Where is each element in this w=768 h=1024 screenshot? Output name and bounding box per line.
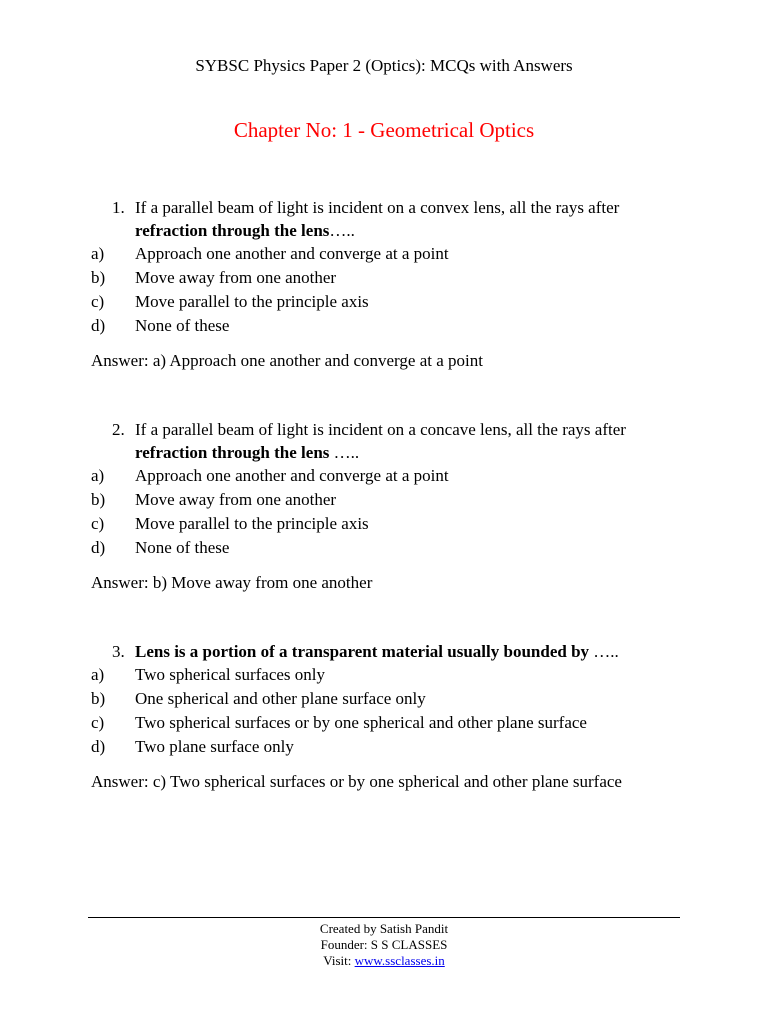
option-text: Two plane surface only <box>135 737 294 756</box>
footer-divider <box>88 917 680 918</box>
option-letter: b) <box>91 490 106 509</box>
question-line <box>135 219 711 242</box>
option-text: Move away from one another <box>135 490 337 509</box>
question-number: 2. <box>112 420 125 439</box>
option-text: None of these <box>135 316 230 335</box>
option-a <box>91 464 711 488</box>
option-letter: d) <box>91 316 106 335</box>
answer-3: Answer: c) Two spherical surfaces or by one spherical and other plane surface <box>91 772 622 791</box>
page-footer <box>0 921 768 969</box>
question-stem <box>91 640 711 663</box>
option-b <box>91 687 711 711</box>
option-text: Two spherical surfaces or by one spherical and other plane surface <box>135 713 587 732</box>
option-text: One spherical and other plane surface only <box>135 689 426 708</box>
option-text: Move parallel to the principle axis <box>135 514 369 533</box>
option-letter: d) <box>91 538 106 557</box>
option-text: Two spherical surfaces only <box>135 665 325 684</box>
question-line <box>135 441 711 464</box>
footer-visit <box>0 953 768 969</box>
question-line: If a parallel beam of light is incident on a convex lens, all the rays after <box>135 198 620 217</box>
question-bold-text: refraction through the lens <box>135 221 330 240</box>
option-letter: b) <box>91 268 106 287</box>
question-1 <box>91 196 711 338</box>
option-c <box>91 512 711 536</box>
option-letter: c) <box>91 292 105 311</box>
option-letter: c) <box>91 514 105 533</box>
question-bold-text: refraction through the lens <box>135 443 330 462</box>
website-link[interactable]: www.ssclasses.in <box>354 953 445 968</box>
answer-2: Answer: b) Move away from one another <box>91 573 373 592</box>
option-a <box>91 242 711 266</box>
question-line <box>135 640 711 663</box>
option-letter: a) <box>91 244 105 263</box>
chapter-title: Chapter No: 1 - Geometrical Optics <box>233 118 535 142</box>
option-letter: c) <box>91 713 105 732</box>
option-d <box>91 314 711 338</box>
option-letter: a) <box>91 466 105 485</box>
option-a <box>91 663 711 687</box>
option-text: Move parallel to the principle axis <box>135 292 369 311</box>
option-b <box>91 488 711 512</box>
question-2 <box>91 418 711 560</box>
question-number: 3. <box>112 642 125 661</box>
option-letter: a) <box>91 665 105 684</box>
question-stem <box>91 196 711 242</box>
footer-created-by: Created by Satish Pandit <box>319 921 449 936</box>
question-bold-text: Lens is a portion of a transparent material usually bounded by <box>135 642 590 661</box>
option-c <box>91 711 711 735</box>
answer-1: Answer: a) Approach one another and converge at a point <box>91 351 483 370</box>
option-letter: b) <box>91 689 106 708</box>
question-3 <box>91 640 711 759</box>
question-line: If a parallel beam of light is incident on a concave lens, all the rays after <box>135 420 626 439</box>
footer-founder: Founder: S S CLASSES <box>320 937 448 952</box>
question-stem <box>91 418 711 464</box>
option-d <box>91 536 711 560</box>
question-ellipsis: ….. <box>329 443 360 462</box>
option-text: None of these <box>135 538 230 557</box>
option-b <box>91 266 711 290</box>
question-ellipsis: ….. <box>589 642 619 661</box>
page-header: SYBSC Physics Paper 2 (Optics): MCQs with Answers <box>195 56 573 75</box>
question-number: 1. <box>112 198 125 217</box>
option-c <box>91 290 711 314</box>
footer-visit-label: Visit: <box>323 953 355 968</box>
option-letter: d) <box>91 737 106 756</box>
option-text: Move away from one another <box>135 268 337 287</box>
option-d <box>91 735 711 759</box>
question-ellipsis: ….. <box>329 221 355 240</box>
option-text: Approach one another and converge at a point <box>135 244 449 263</box>
option-text: Approach one another and converge at a point <box>135 466 449 485</box>
